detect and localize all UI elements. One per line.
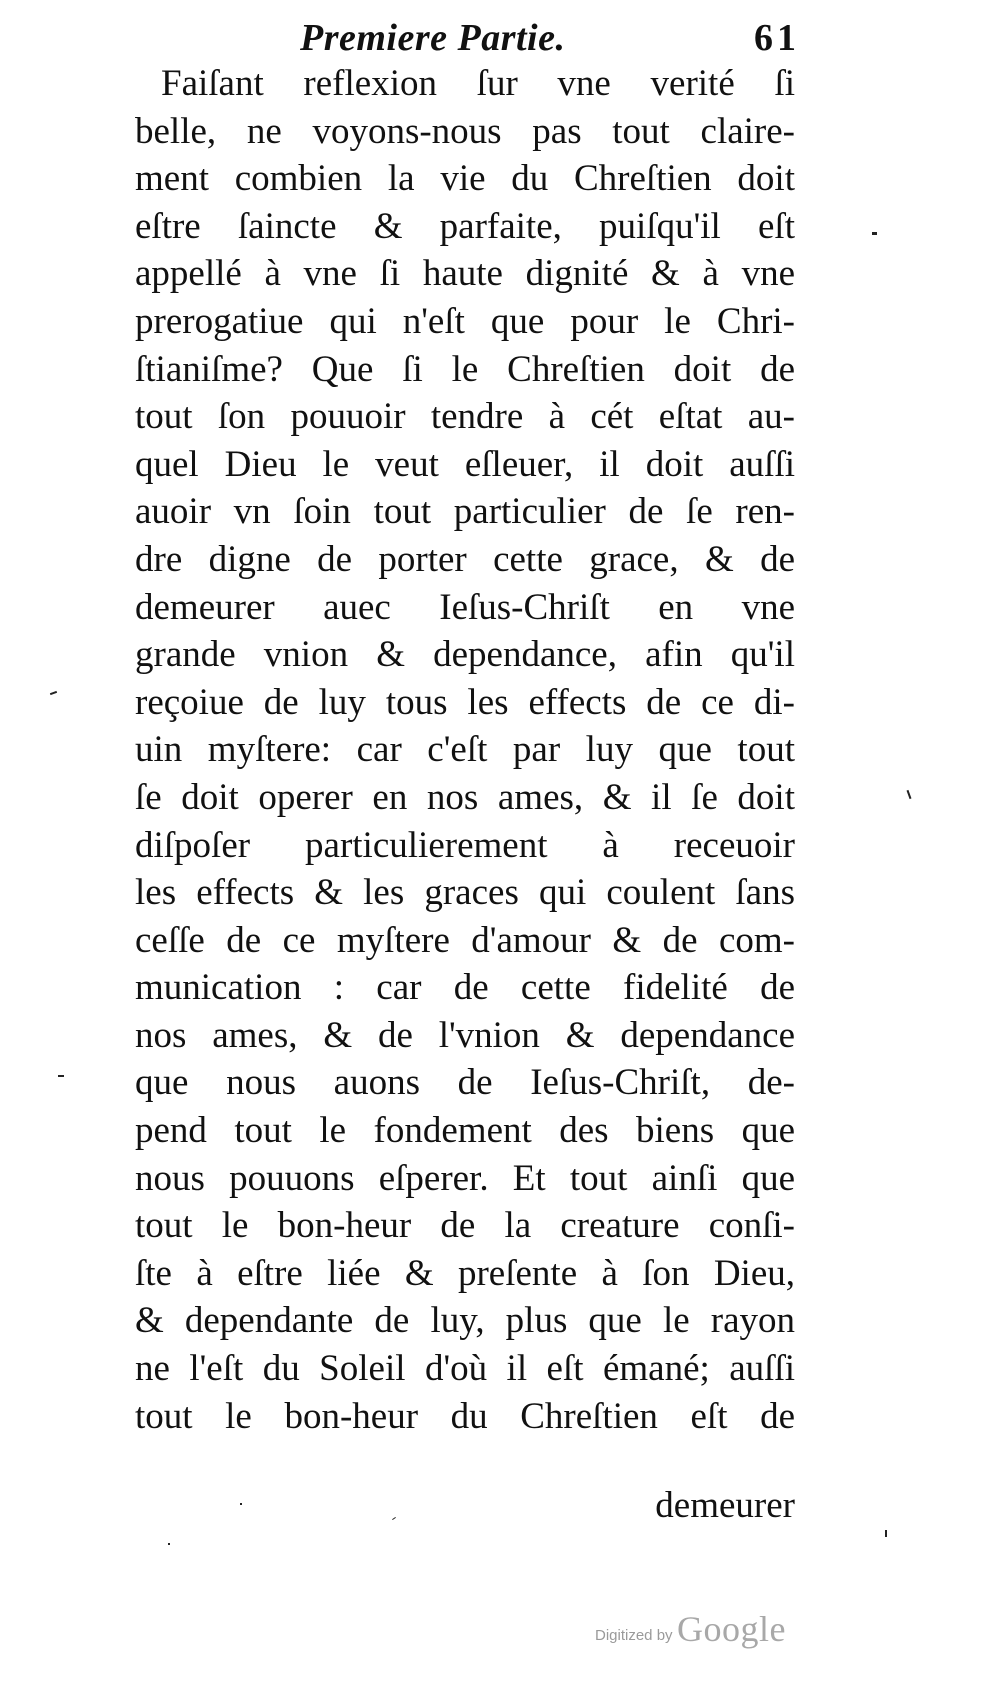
text-line: grande vnion & dependance, afin qu'il [135,634,795,676]
text-line: demeurer auec Ieſus-Chriſt en vne [135,586,795,628]
text-line: ſtianiſme? Que ſi le Chreſtien doit de [135,348,795,390]
text-line: tout le bon-heur de la creature conſi- [135,1205,795,1247]
text-line: les effects & les graces qui coulent ſans [135,872,795,914]
text-line: appellé à vne ſi haute dignité & à vne [135,253,795,295]
margin-speck [58,1075,64,1077]
digitized-label: Digitized by [595,1627,673,1644]
text-line: quel Dieu le veut eſleuer, il doit auſſi [135,443,795,485]
text-line: belle, ne voyons-nous pas tout claire- [135,110,795,152]
margin-speck [240,1503,242,1505]
text-line: dre digne de porter cette grace, & de [135,538,795,580]
text-line: que nous auons de Ieſus-Chriſt, de- [135,1062,795,1104]
running-title: Premiere Partie. [300,17,566,59]
text-line: prerogatiue qui n'eſt que pour le Chri- [135,300,795,342]
digitization-watermark [595,1610,805,1650]
google-logo: Google [677,1609,786,1649]
text-line: diſpoſer particulierement à receuoir [135,824,795,866]
margin-speck [392,1517,396,1520]
text-line: reçoiue de luy tous les effects de ce di- [135,681,795,723]
text-line: & dependante de luy, plus que le rayon [135,1300,795,1342]
text-line: pend tout le fondement des biens que [135,1110,795,1152]
text-line: ne l'eſt du Soleil d'où il eſt émané; auſſi [135,1348,795,1390]
text-line: ceſſe de ce myſtere d'amour & de com- [135,919,795,961]
catchword: demeurer [655,1485,795,1526]
margin-speck [50,691,57,695]
text-line: tout le bon-heur du Chreſtien eſt de [135,1395,795,1437]
text-line: auoir vn ſoin tout particulier de ſe ren- [135,491,795,533]
text-line: munication : car de cette fidelité de [135,967,795,1009]
margin-speck [168,1543,170,1545]
text-line: ment combien la vie du Chreſtien doit [135,158,795,200]
text-line: nous pouuons eſperer. Et tout ainſi que [135,1157,795,1199]
text-line: tout ſon pouuoir tendre à cét eſtat au- [135,396,795,438]
margin-speck [885,1530,887,1537]
text-line: eſtre ſaincte & parfaite, puiſqu'il eſt [135,205,795,247]
text-line: uin myſtere: car c'eſt par luy que tout [135,729,795,771]
page-number: 61 [754,17,800,59]
margin-speck [907,790,912,799]
text-line: Faiſant reflexion ſur vne verité ſi [161,63,795,104]
text-line: ſe doit operer en nos ames, & il ſe doit [135,776,795,818]
running-head [300,16,800,64]
margin-speck [872,232,877,235]
text-line: nos ames, & de l'vnion & dependance [135,1014,795,1056]
body-text [135,60,795,1440]
text-line: ſte à eſtre liée & preſente à ſon Dieu, [135,1252,795,1294]
